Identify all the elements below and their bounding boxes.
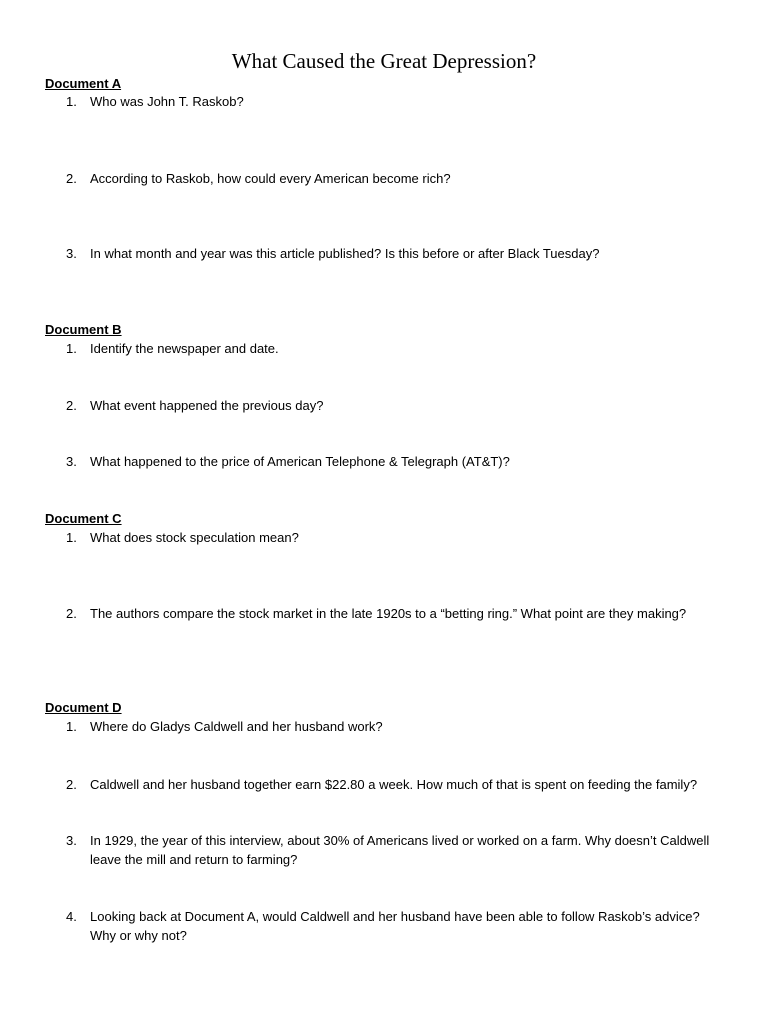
question-d-2 <box>66 775 716 794</box>
question-text: In what month and year was this article published? Is this before or after Black Tuesday? <box>90 246 600 261</box>
page-title: What Caused the Great Depression? <box>231 49 537 73</box>
question-text: According to Raskob, how could every American become rich? <box>90 171 451 186</box>
question-d-1 <box>66 717 716 736</box>
question-text: Identify the newspaper and date. <box>90 341 279 356</box>
question-c-1 <box>66 528 716 547</box>
question-number: 4. <box>66 909 77 924</box>
question-text: In 1929, the year of this interview, about 30% of Americans lived or worked on a farm. Why doesn’t Caldwell leave the mill and return to farming? <box>90 833 710 867</box>
question-d-3 <box>66 831 716 869</box>
question-text: What does stock speculation mean? <box>90 530 299 545</box>
document-d-heading: Document D <box>45 700 122 715</box>
question-b-3 <box>66 452 716 471</box>
question-text: What event happened the previous day? <box>90 398 324 413</box>
question-c-2 <box>66 604 716 623</box>
document-c-heading: Document C <box>45 511 122 526</box>
question-text: What happened to the price of American Telephone & Telegraph (AT&T)? <box>90 454 510 469</box>
question-number: 2. <box>66 606 77 621</box>
question-number: 1. <box>66 94 77 109</box>
question-number: 3. <box>66 454 77 469</box>
document-a-heading: Document A <box>45 76 122 91</box>
question-number: 1. <box>66 719 77 734</box>
question-a-1 <box>66 92 716 111</box>
question-a-3 <box>66 244 716 263</box>
question-text: The authors compare the stock market in the late 1920s to a “betting ring.” What point are they making? <box>90 606 687 621</box>
question-number: 3. <box>66 246 77 261</box>
question-text: Where do Gladys Caldwell and her husband work? <box>90 719 383 734</box>
question-text: Who was John T. Raskob? <box>90 94 244 109</box>
question-text: Looking back at Document A, would Caldwell and her husband have been able to follow Raskob’s advice? Why or why not? <box>90 909 700 943</box>
question-number: 2. <box>66 398 77 413</box>
question-b-2 <box>66 396 716 415</box>
question-a-2 <box>66 169 716 188</box>
question-number: 3. <box>66 833 77 848</box>
question-b-1 <box>66 339 716 358</box>
question-text: Caldwell and her husband together earn $22.80 a week. How much of that is spent on feeding the family? <box>90 777 698 792</box>
question-d-4 <box>66 907 716 945</box>
question-number: 2. <box>66 171 77 186</box>
question-number: 2. <box>66 777 77 792</box>
question-number: 1. <box>66 341 77 356</box>
question-number: 1. <box>66 530 77 545</box>
document-b-heading: Document B <box>45 322 122 337</box>
